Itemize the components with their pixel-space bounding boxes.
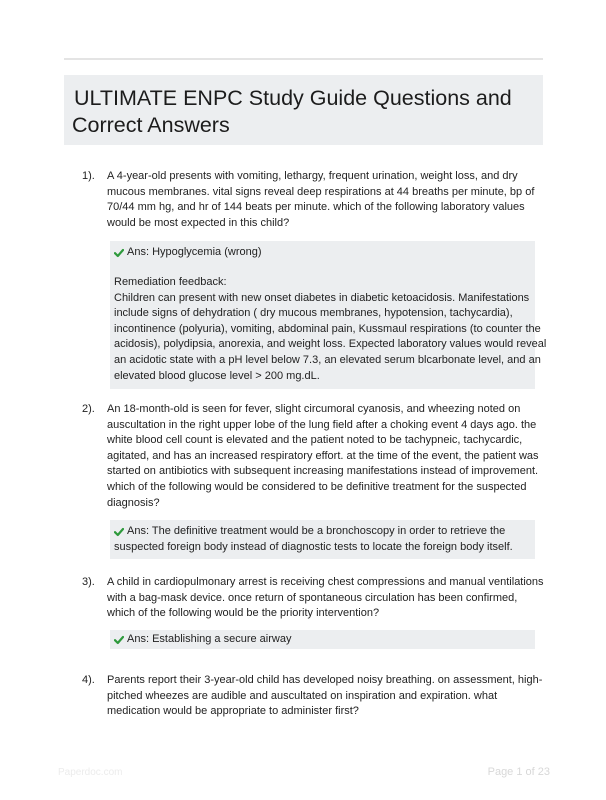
answer-text: Ans: Establishing a secure airway [127, 632, 292, 645]
question-2 [82, 402, 540, 559]
question-number: 2). [82, 403, 95, 415]
page-title [64, 75, 543, 139]
question-text [107, 575, 544, 622]
answer-text: suspected foreign body instead of diagnostic tests to locate the foreign body itself. [114, 540, 513, 553]
question-line: A 4-year-old presents with vomiting, lethargy, frequent urination, weight loss, and dry [107, 170, 518, 182]
title-banner [64, 75, 543, 145]
question-text [107, 169, 540, 231]
question-line: agitated, and has an increased respiratory effort. at the time of the event, the patient was [107, 449, 539, 462]
feedback-line: include signs of dehydration ( dry mucous membranes, hypotension, tachycardia), [114, 307, 513, 320]
feedback-line: elevated blood glucose level > 200 mg.dL. [114, 369, 320, 382]
feedback-line: an acidotic state with a pH level below 7.3, an elevated serum blcarbonate level, and an [114, 353, 541, 366]
question-text [107, 402, 540, 511]
question-line: 70/44 mm hg, and hr of 144 beats per minute. which of the following laboratory values [107, 201, 525, 214]
check-icon [114, 527, 124, 537]
question-text [107, 673, 543, 720]
question-line: started on antibiotics with subsequent increasing manifestations instead of improvement. [107, 465, 539, 478]
feedback-line: incontinence (polyuria), vomiting, abdominal pain, Kussmaul respirations (to counter the [114, 322, 541, 335]
question-line: which of the following would be considered to be definitive treatment for the suspected [107, 480, 527, 493]
answer-line [114, 632, 531, 648]
question-line: medication would be appropriate to administer first? [107, 705, 359, 718]
question-line: Parents report their 3-year-old child has developed noisy breathing. on assessment, high- [107, 674, 543, 686]
question-number: 3). [82, 576, 95, 588]
title-line: ULTIMATE ENPC Study Guide Questions and [74, 86, 512, 110]
feedback-line: Children can present with new onset diabetes in diabetic ketoacidosis. Manifestations [114, 291, 530, 304]
answer-box [110, 241, 547, 389]
question-number: 1). [82, 170, 95, 182]
answer-box [110, 630, 535, 650]
question-line: An 18-month-old is seen for fever, slight circumoral cyanosis, and wheezing noted on [107, 403, 521, 415]
question-line: which of the following would be the priority intervention? [107, 607, 380, 620]
question-line: pitched wheezes are audible and auscultated on inspiration and expiration. what [107, 689, 498, 702]
question-line: would be most expected in this child? [107, 216, 290, 229]
answer-text: Ans: Hypoglycemia (wrong) [127, 246, 262, 259]
feedback-heading: Remediation feedback: [114, 275, 227, 288]
answer-line [114, 245, 531, 261]
question-line: with a bag-mask device. once return of spontaneous circulation has been confirmed, [107, 591, 518, 604]
question-3 [82, 575, 544, 649]
question-line: white blood cell count is elevated and the patient noted to be tachypneic, tachycardic, [107, 434, 523, 447]
watermark: Paperdoc.com [58, 767, 123, 778]
answer-box [110, 520, 535, 559]
page-number: Page 1 of 23 [487, 766, 550, 778]
title-line: Correct Answers [72, 113, 230, 137]
top-divider [64, 58, 543, 60]
check-icon [114, 635, 124, 645]
question-line: auscultation in the right upper lobe of the lung field after a choking event 4 days ago. the [107, 418, 537, 431]
question-number: 4). [82, 674, 95, 686]
feedback-line: acidosis), polydipsia, anorexia, and weight loss. Expected laboratory values would reveal [114, 338, 547, 351]
question-line: mucous membranes. vital signs reveal deep respirations at 44 breaths per minute, bp of [107, 185, 535, 198]
question-line: A child in cardiopulmonary arrest is receiving chest compressions and manual ventilations [107, 576, 544, 588]
question-1 [82, 169, 547, 389]
answer-text: Ans: The definitive treatment would be a bronchoscopy in order to retrieve the [127, 525, 506, 538]
question-line: diagnosis? [107, 496, 160, 509]
answer-line [114, 524, 531, 540]
check-icon [114, 248, 124, 258]
question-4 [82, 673, 543, 720]
